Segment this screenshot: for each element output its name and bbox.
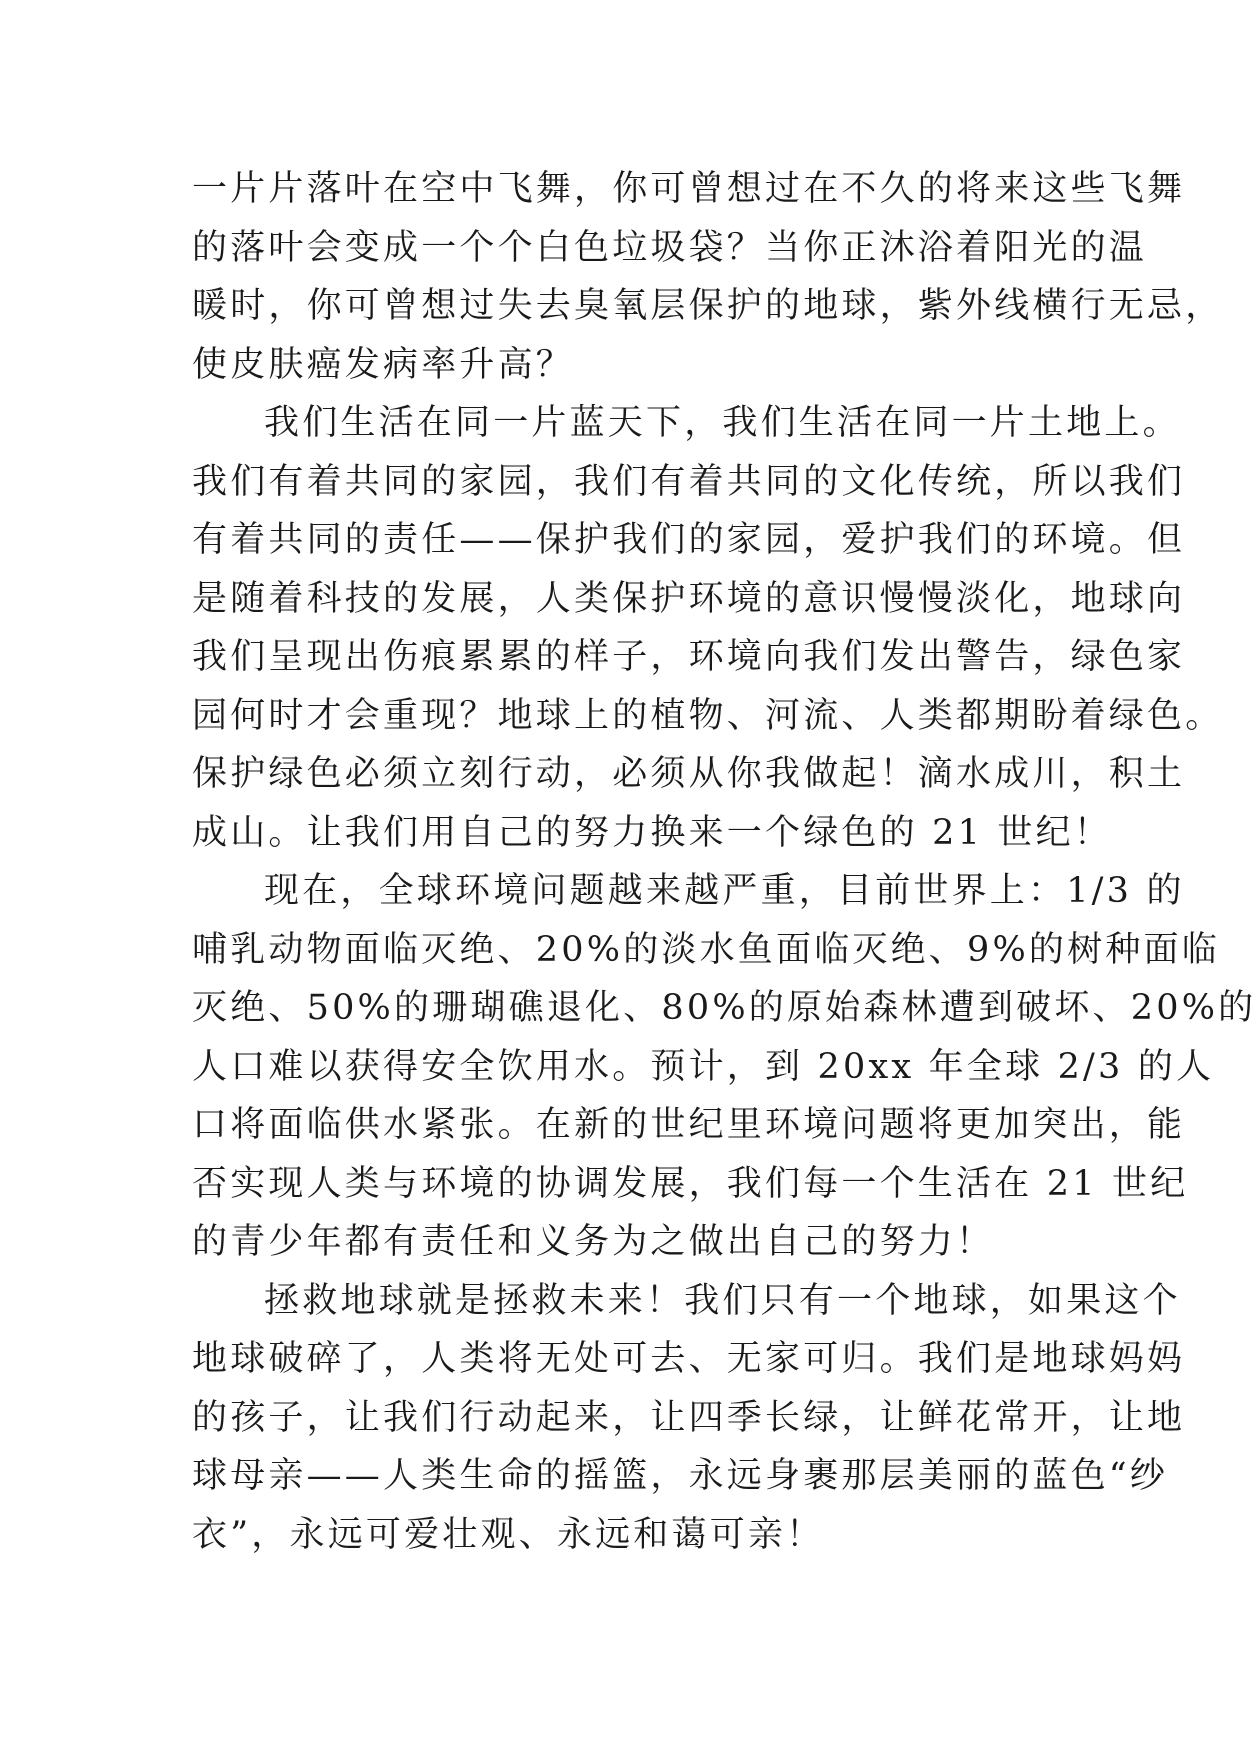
document-body <box>192 160 1256 1564</box>
text-line: 的落叶会变成一个个白色垃圾袋？当你正沐浴着阳光的温 <box>192 227 1148 268</box>
text-line: 一片片落叶在空中飞舞，你可曾想过在不久的将来这些飞舞 <box>192 169 1186 209</box>
text-line: 保护绿色必须立刻行动，必须从你我做起！滴水成川，积土 <box>192 754 1186 794</box>
text-line: 否实现人类与环境的协调发展，我们每一个生活在 21 世纪 <box>192 1163 1189 1204</box>
text-line: 地球破碎了，人类将无处可去、无家可归。我们是地球妈妈 <box>192 1339 1186 1379</box>
text-line: 我们呈现出伤痕累累的样子，环境向我们发出警告，绿色家 <box>192 637 1186 677</box>
text-line: 哺乳动物面临灭绝、20%的淡水鱼面临灭绝、9%的树种面临 <box>192 929 1220 970</box>
text-line: 现在，全球环境问题越来越严重，目前世界上：1/3 的 <box>264 871 1185 911</box>
text-line: 灭绝、50%的珊瑚礁退化、80%的原始森林遭到破坏、20%的 <box>192 988 1256 1028</box>
text-line: 园何时才会重现？地球上的植物、河流、人类都期盼着绿色。 <box>192 695 1224 736</box>
text-line: 是随着科技的发展，人类保护环境的意识慢慢淡化，地球向 <box>192 578 1186 619</box>
text-line: 暖时，你可曾想过失去臭氧层保护的地球，紫外线横行无忌， <box>192 286 1224 326</box>
text-line: 使皮肤癌发病率升高？ <box>192 344 575 385</box>
text-line: 的孩子，让我们行动起来，让四季长绿，让鲜花常开，让地 <box>192 1397 1186 1438</box>
text-line: 口将面临供水紧张。在新的世纪里环境问题将更加突出，能 <box>192 1105 1186 1145</box>
paragraph-4 <box>192 1272 1186 1565</box>
paragraph-1 <box>192 160 1224 394</box>
text-line: 衣”，永远可爱壮观、永远和蔼可亲！ <box>192 1514 825 1555</box>
text-line: 我们有着共同的家园，我们有着共同的文化传统，所以我们 <box>192 461 1186 502</box>
text-line: 拯救地球就是拯救未来！我们只有一个地球，如果这个 <box>264 1280 1181 1321</box>
paragraph-2 <box>192 394 1224 862</box>
text-line: 球母亲——人类生命的摇篮，永远身裹那层美丽的蓝色“纱 <box>192 1456 1169 1496</box>
text-line: 我们生活在同一片蓝天下，我们生活在同一片土地上。 <box>264 403 1181 443</box>
text-line: 人口难以获得安全饮用水。预计，到 20xx 年全球 2/3 的人 <box>192 1046 1215 1087</box>
paragraph-3 <box>192 862 1256 1272</box>
text-line: 成山。让我们用自己的努力换来一个绿色的 21 世纪！ <box>192 812 1112 853</box>
text-line: 的青少年都有责任和义务为之做出自己的努力！ <box>192 1222 995 1262</box>
text-line: 有着共同的责任——保护我们的家园，爱护我们的环境。但 <box>192 520 1186 560</box>
